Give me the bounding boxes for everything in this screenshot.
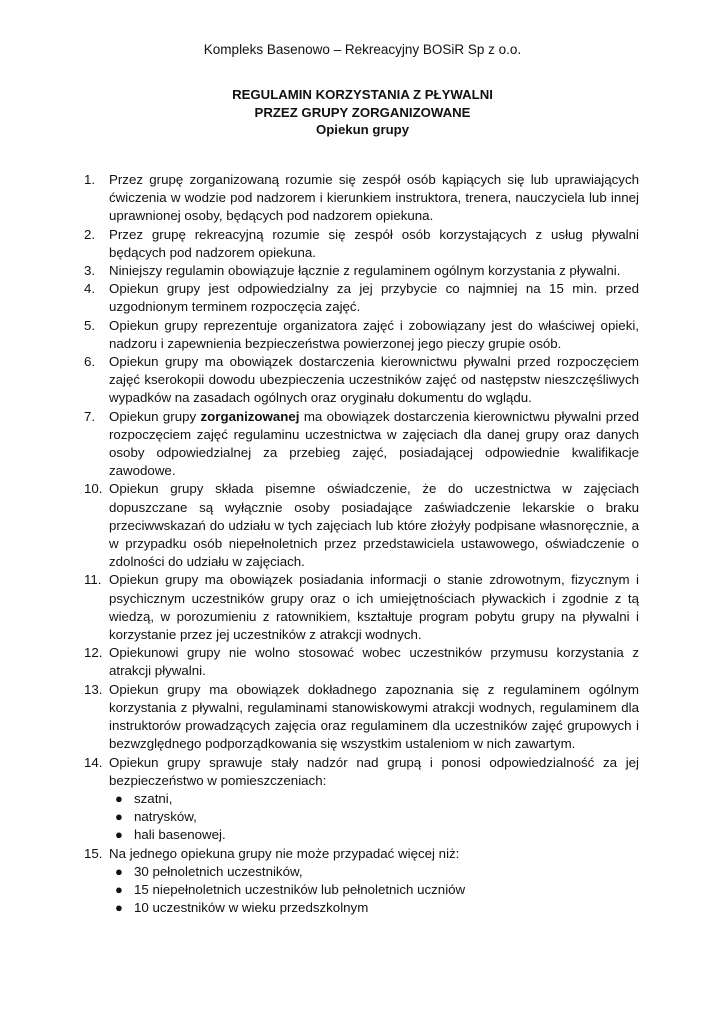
- rule-number: 6.: [84, 354, 96, 370]
- rule-number: 12.: [84, 645, 103, 661]
- rule-number: 5.: [84, 317, 96, 333]
- rule-text: Opiekun grupy reprezentuje organizatora zajęć i zobowiązany jest do właściwej opieki, nadzoru i zapewnienia bezpieczeństwa powierzonej jego pieczy grupie osób.: [109, 317, 639, 351]
- rule-text: [109, 409, 639, 479]
- rule-text: Opiekun grupy składa pisemne oświadczenie, że do uczestnictwa w zajęciach dopuszczane są wyłącznie osoby posiadające zaświadczenie lekarskie o braku przeciwwskazań do udziału w tych zajęciach lub które złożyły podpisane własnoręcznie, a w przypadku osób niepełnoletnich przez przedstawiciela ustawowego, oświadczenie o zdolności do udziału w zajęciach.: [109, 481, 639, 570]
- rule-number: 1.: [84, 172, 96, 187]
- title-line-2: PRZEZ GRUPY ZORGANIZOWANE: [254, 104, 471, 120]
- bullet-list: [109, 863, 639, 918]
- rule-text: Przez grupę zorganizowaną rozumie się zespół osób kąpiących się lub uprawiających ćwiczenia w wodzie pod nadzorem i kierunkiem instruktora, trenera, nauczyciela lub innej uprawnionej osoby, będących pod nadzorem opiekuna.: [109, 172, 639, 224]
- rule-item: [84, 408, 639, 481]
- rule-text: Przez grupę rekreacyjną rozumie się zespół osób korzystających z usług pływalni będących pod nadzorem opiekuna.: [109, 226, 639, 260]
- rule-text: Opiekunowi grupy nie wolno stosować wobec uczestników przymusu korzystania z atrakcji pływalni.: [109, 645, 639, 679]
- rule-item: [84, 571, 639, 644]
- rule-number: 7.: [84, 408, 96, 424]
- rule-item: [84, 353, 639, 408]
- rule-number: 4.: [84, 281, 96, 297]
- rule-text: Opiekun grupy ma obowiązek posiadania informacji o stanie zdrowotnym, fizycznym i psychicznym uczestników grupy oraz o ich umiejętnościach pływackich i zgodnie z tą wiedzą, w porozumieniu z ratownikiem, kształtuje program pobytu grupy na pływalni i korzystanie przez jej uczestników z atrakcji wodnych.: [109, 572, 639, 643]
- rule-item: [84, 681, 639, 754]
- rule-text: Niniejszy regulamin obowiązuje łącznie z regulaminem ogólnym korzystania z pływalni.: [109, 263, 621, 279]
- rule-item: [84, 280, 639, 316]
- rule-item: [84, 226, 639, 262]
- rule-number: 13.: [84, 681, 103, 697]
- bullet-item: [109, 863, 639, 881]
- rule-item: [84, 845, 639, 918]
- rule-text: Opiekun grupy jest odpowiedzialny za jej przybycie co najmniej na 15 min. przed uzgodnionym terminem rozpoczęcia zajęć.: [109, 281, 639, 315]
- rule-number: 10.: [84, 481, 103, 497]
- bullet-list: [109, 790, 639, 845]
- rule-text-start: Opiekun grupy: [109, 408, 201, 424]
- rules-list: [84, 171, 639, 917]
- bullet-dot-icon: ●: [115, 863, 123, 879]
- bullet-text: 30 pełnoletnich uczestników,: [134, 863, 303, 879]
- rule-number: 15.: [84, 845, 103, 861]
- rule-item: [84, 644, 639, 680]
- bullet-item: [109, 881, 639, 899]
- title-subtitle: Opiekun grupy: [315, 122, 410, 138]
- bullet-text: szatni,: [134, 790, 173, 806]
- rule-number: 2.: [84, 226, 96, 242]
- bullet-text: hali basenowej.: [134, 827, 226, 843]
- bullet-text: 15 niepełnoletnich uczestników lub pełnoletnich uczniów: [134, 881, 466, 897]
- bullet-dot-icon: ●: [115, 900, 123, 916]
- title-line-1: REGULAMIN KORZYSTANIA Z PŁYWALNI: [232, 87, 493, 102]
- bullet-item: [109, 826, 639, 844]
- rule-text: Opiekun grupy ma obowiązek dostarczenia kierownictwu pływalni przed rozpoczęciem zajęć kserokopii dowodu ubezpieczenia uczestników zajęć od następstw nieszczęśliwych wypadków na zasadach ogólnych oraz oryginału dokumentu do wglądu.: [109, 354, 639, 406]
- bullet-dot-icon: ●: [115, 809, 123, 825]
- organization-header: Kompleks Basenowo – Rekreacyjny BOSiR Sp z o.o.: [203, 42, 522, 57]
- bullet-text: natrysków,: [134, 809, 197, 825]
- rule-item: [84, 262, 639, 280]
- rule-text: Na jednego opiekuna grupy nie może przypadać więcej niż:: [109, 845, 460, 861]
- document-title: [0, 86, 725, 139]
- bullet-item: [109, 899, 639, 917]
- rule-number: 3.: [84, 263, 96, 279]
- rule-text: Opiekun grupy sprawuje stały nadzór nad grupą i ponosi odpowiedzialność za jej bezpieczeństwo w pomieszczeniach:: [109, 754, 639, 788]
- rule-text-bold: zorganizowanej: [200, 408, 300, 424]
- rule-item: [84, 171, 639, 226]
- rule-text-end: ma obowiązek dostarczenia kierownictwu pływalni przed rozpoczęciem zajęć regulaminu uczestnictwa w zajęciach dla danej grupy oraz danych osoby odpowiedzialnej za przebieg zajęć, posiadającej odpowiednie kwalifikacje zawodowe.: [109, 408, 639, 479]
- rule-item: [84, 754, 639, 845]
- rule-number: 14.: [84, 754, 103, 770]
- bullet-text: 10 uczestników w wieku przedszkolnym: [134, 900, 369, 916]
- bullet-item: [109, 790, 639, 808]
- rule-item: [84, 480, 639, 571]
- bullet-dot-icon: ●: [115, 881, 123, 897]
- rule-text: Opiekun grupy ma obowiązek dokładnego zapoznania się z regulaminem ogólnym korzystania z pływalni, regulaminami stanowiskowymi atrakcji wodnych, regulaminem dla instruktorów prowadzących zajęcia oraz regulaminem dla uczestników zajęć grupowych i bezwzględnego podporządkowania się wszystkim ustaleniom w nich zawartym.: [109, 681, 639, 752]
- bullet-dot-icon: ●: [115, 790, 123, 806]
- bullet-dot-icon: ●: [115, 827, 123, 843]
- bullet-item: [109, 808, 639, 826]
- rule-item: [84, 317, 639, 353]
- rule-number: 11.: [84, 572, 102, 588]
